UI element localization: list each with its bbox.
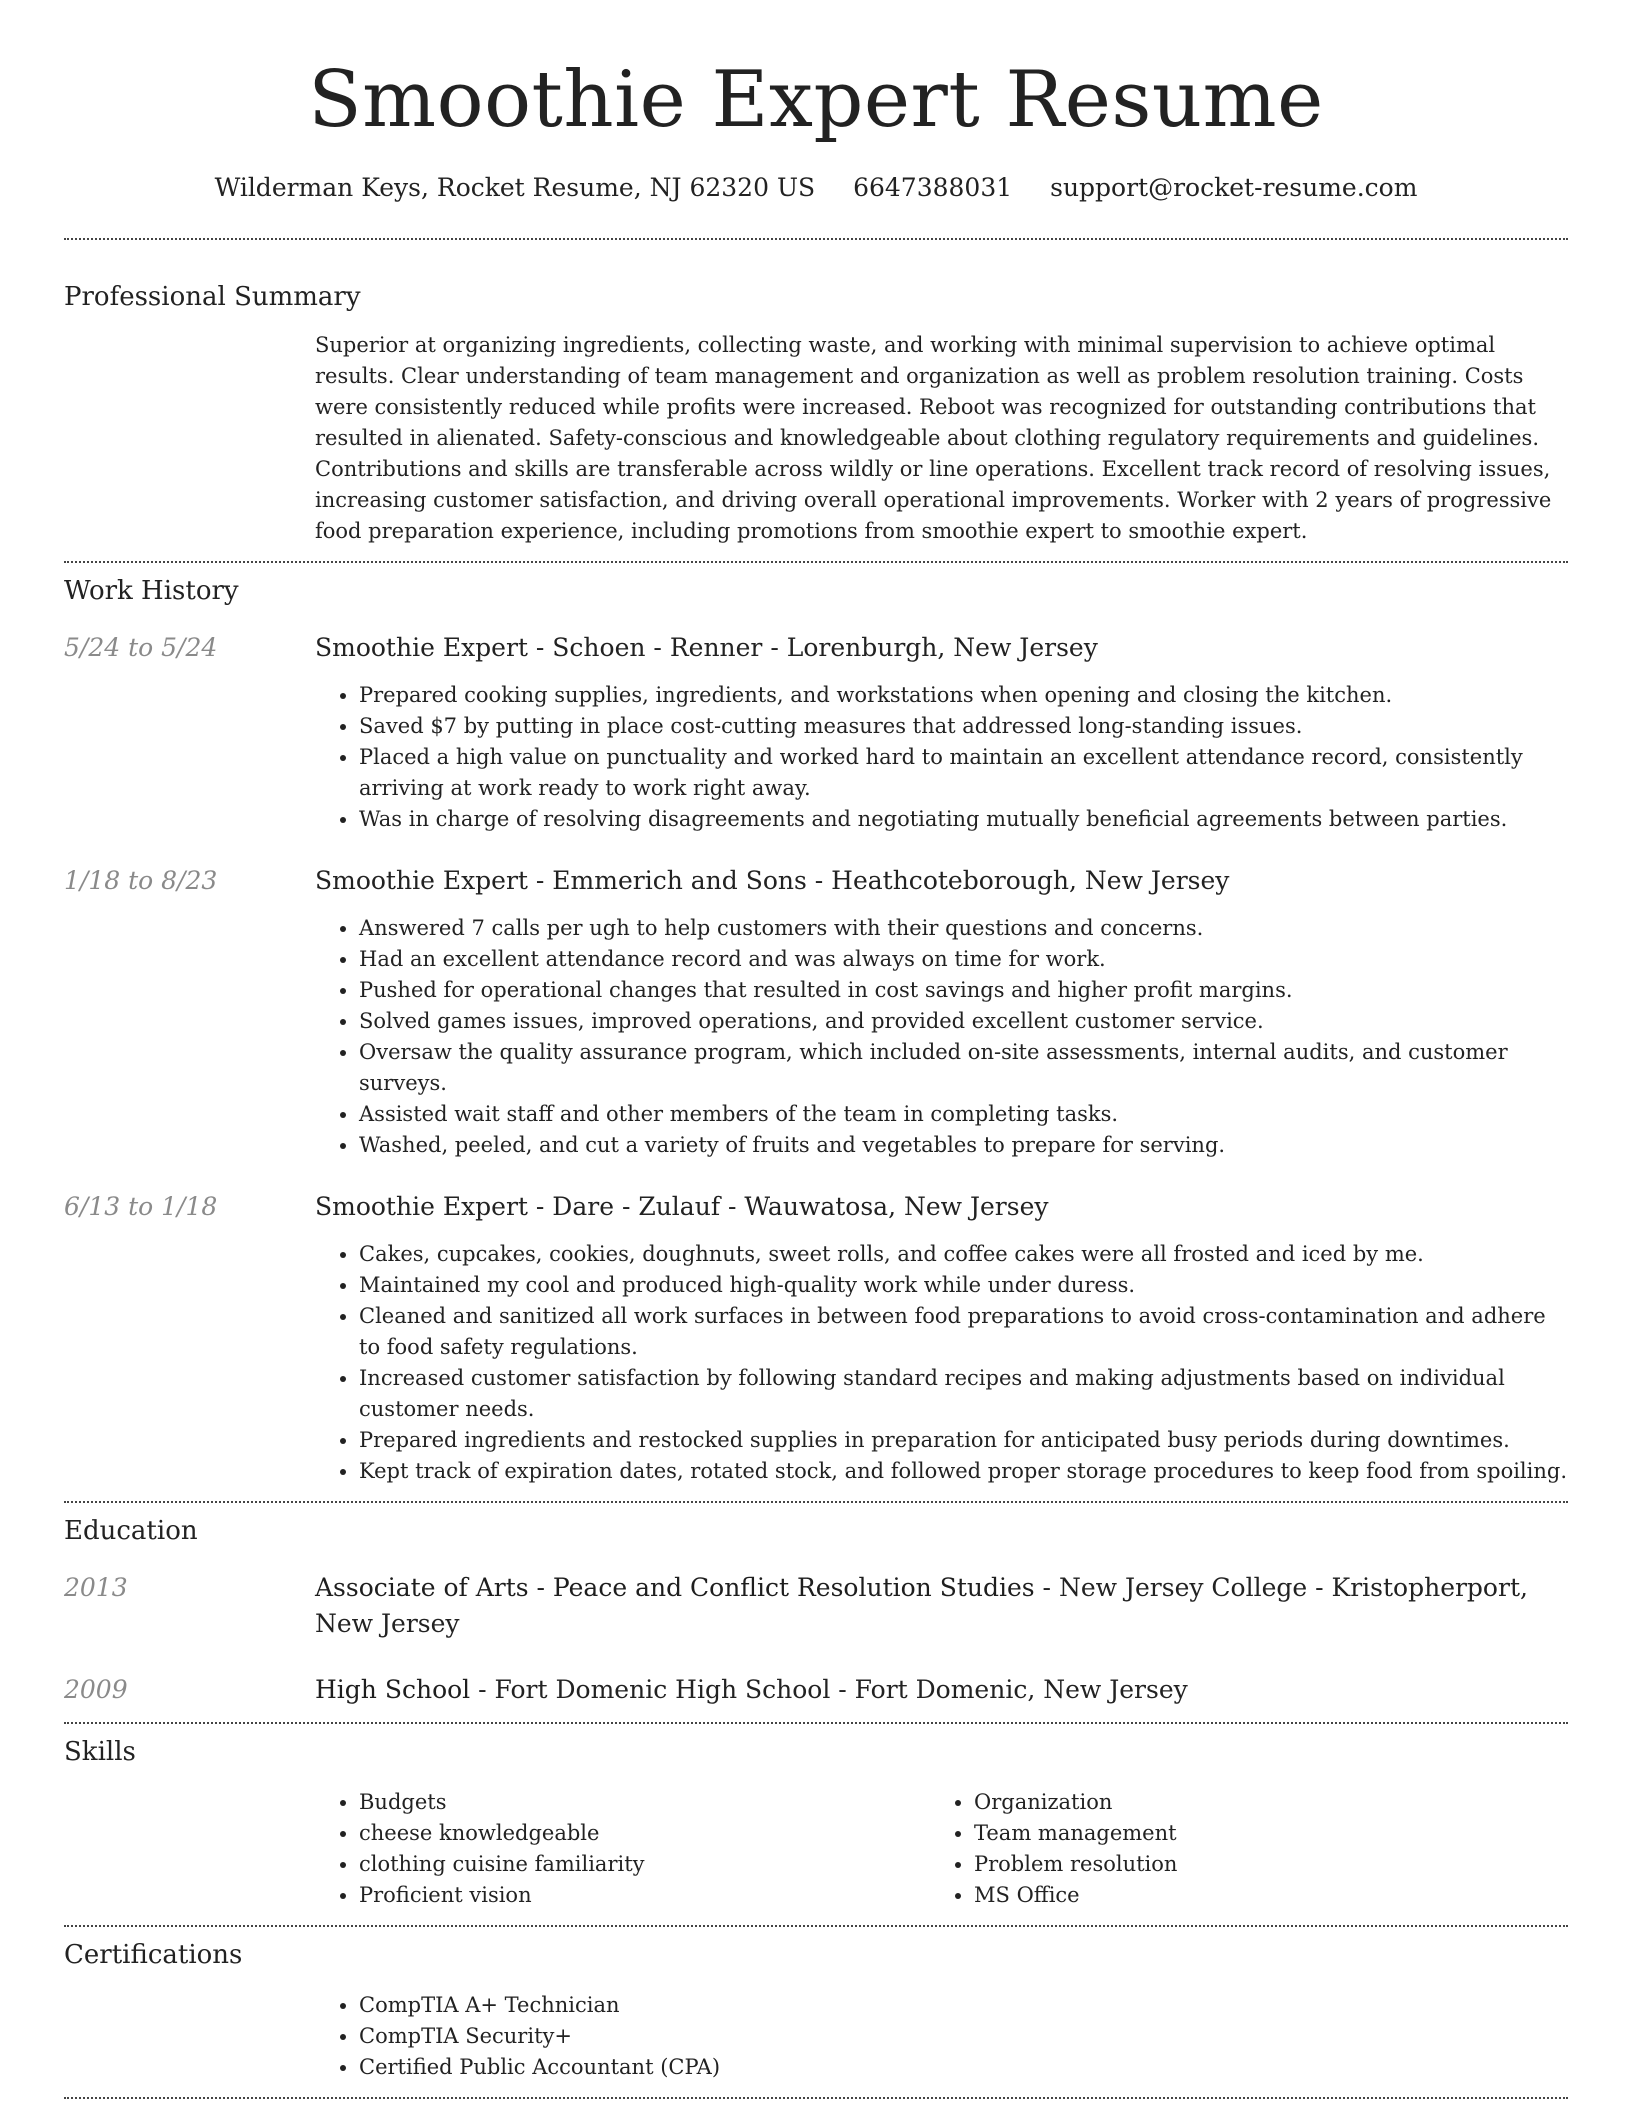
list-item: • Assisted wait staff and other members of the team in completing tasks. (359, 1099, 1568, 1130)
education-section (64, 1503, 1568, 1708)
summary-text: Superior at organizing ingredients, collecting waste, and working with minimal supervision to achieve optimal results. Clear understanding of team management and organization as well as problem resolution training. Costs were consistently reduced while profits were increased. Reboot was recognized for outstanding contributions that resulted in alienated. Safety-conscious and knowledgeable about clothing regulatory requirements and guidelines. Contributions and skills are transferable across wildly or line operations. Excellent track record of resolving issues, increasing customer satisfaction, and driving overall operational improvements. Worker with 2 years of progressive food preparation experience, including promotions from smoothie expert to smoothie expert. (315, 333, 1552, 543)
skill-item: • Organization (974, 1787, 1545, 1818)
list-item: • Kept track of expiration dates, rotated stock, and followed proper storage procedures to keep food from spoiling. (359, 1456, 1568, 1487)
list-item: • Maintained my cool and produced high-quality work while under duress. (359, 1270, 1568, 1301)
job-entry (64, 863, 1568, 1161)
skill-item: • Team management (974, 1818, 1545, 1849)
education-entry (64, 1570, 1568, 1642)
job-dates: 5/24 to 5/24 (64, 633, 218, 662)
page-title: Smoothie Expert Resume (308, 55, 1324, 145)
list-item: • Answered 7 calls per ugh to help customers with their questions and concerns. (359, 913, 1568, 944)
contact-line (64, 172, 1568, 204)
skill-item: • clothing cuisine familiarity (359, 1849, 930, 1880)
list-item: • Saved $7 by putting in place cost-cutting measures that addressed long-standing issues. (359, 711, 1568, 742)
education-heading (315, 1672, 1568, 1708)
skills-list-right (930, 1787, 1545, 1911)
job-dates: 6/13 to 1/18 (64, 1192, 218, 1221)
certification-item: • CompTIA A+ Technician (359, 1990, 1568, 2021)
job-entry (64, 1189, 1568, 1487)
section-title-work-history: Work History (64, 576, 239, 606)
job-heading: Smoothie Expert - Schoen - Renner - Lorenburgh, New Jersey (315, 633, 1098, 662)
skills-grid (315, 1787, 1568, 1911)
address: Wilderman Keys, Rocket Resume, NJ 62320 US (214, 173, 816, 202)
skill-item: • Budgets (359, 1787, 930, 1818)
education-year: 2009 (64, 1675, 128, 1704)
job-heading: Smoothie Expert - Dare - Zulauf - Wauwatosa, New Jersey (315, 1192, 1049, 1221)
list-item: • Was in charge of resolving disagreements and negotiating mutually beneficial agreements between parties. (359, 804, 1568, 835)
certifications-section (64, 1927, 1568, 2083)
skills-list-left (315, 1787, 930, 1911)
list-item: • Prepared ingredients and restocked supplies in preparation for anticipated busy periods during downtimes. (359, 1425, 1568, 1456)
list-item: • Solved games issues, improved operations, and provided excellent customer service. (359, 1006, 1568, 1037)
section-title-certifications: Certifications (64, 1940, 243, 1970)
list-item: • Washed, peeled, and cut a variety of fruits and vegetables to prepare for serving. (359, 1130, 1568, 1161)
list-item: • Cakes, cupcakes, cookies, doughnuts, sweet rolls, and coffee cakes were all frosted and iced by me. (359, 1239, 1568, 1270)
list-item: • Cleaned and sanitized all work surfaces in between food preparations to avoid cross-contamination and adhere to food safety regulations. (359, 1301, 1568, 1363)
work-history-section (64, 563, 1568, 1487)
list-item: • Placed a high value on punctuality and worked hard to maintain an excellent attendance record, consistently arriving at work ready to work right away. (359, 742, 1568, 804)
degree: High School (315, 1675, 471, 1704)
list-item: • Pushed for operational changes that resulted in cost savings and higher profit margins. (359, 975, 1568, 1006)
resume-header (64, 0, 1568, 204)
education-heading (315, 1570, 1568, 1642)
divider (64, 2097, 1568, 2099)
certification-item: • Certified Public Accountant (CPA) (359, 2052, 1568, 2083)
phone: 6647388031 (853, 173, 1013, 202)
school-details: - New Jersey College - Kristopherport, New Jersey (315, 1573, 1528, 1638)
skills-section (64, 1724, 1568, 1911)
list-item: • Prepared cooking supplies, ingredients, and workstations when opening and closing the kitchen. (359, 680, 1568, 711)
skill-item: • cheese knowledgeable (359, 1818, 930, 1849)
education-year: 2013 (64, 1573, 128, 1602)
summary-section (64, 240, 1568, 547)
job-entry (64, 630, 1568, 835)
list-item: • Had an excellent attendance record and was always on time for work. (359, 944, 1568, 975)
certifications-list (315, 1990, 1568, 2083)
certification-item: • CompTIA Security+ (359, 2021, 1568, 2052)
school-details: - Fort Domenic High School - Fort Domenic, New Jersey (470, 1675, 1188, 1704)
job-bullets (315, 913, 1568, 1161)
job-bullets (315, 1239, 1568, 1487)
skill-item: • Proficient vision (359, 1880, 930, 1911)
list-item: • Increased customer satisfaction by following standard recipes and making adjustments based on individual customer needs. (359, 1363, 1568, 1425)
list-item: • Oversaw the quality assurance program, which included on-site assessments, internal audits, and customer surveys. (359, 1037, 1568, 1099)
job-heading: Smoothie Expert - Emmerich and Sons - Heathcoteborough, New Jersey (315, 866, 1230, 895)
section-title-skills: Skills (64, 1737, 136, 1767)
section-title-education: Education (64, 1516, 198, 1546)
degree: Associate of Arts - Peace and Conflict Resolution Studies (315, 1573, 1035, 1602)
job-bullets (315, 680, 1568, 835)
job-dates: 1/18 to 8/23 (64, 866, 218, 895)
email: support@rocket-resume.com (1050, 173, 1418, 202)
section-title-summary: Professional Summary (64, 282, 361, 312)
skill-item: • MS Office (974, 1880, 1545, 1911)
skill-item: • Problem resolution (974, 1849, 1545, 1880)
education-entry (64, 1672, 1568, 1708)
